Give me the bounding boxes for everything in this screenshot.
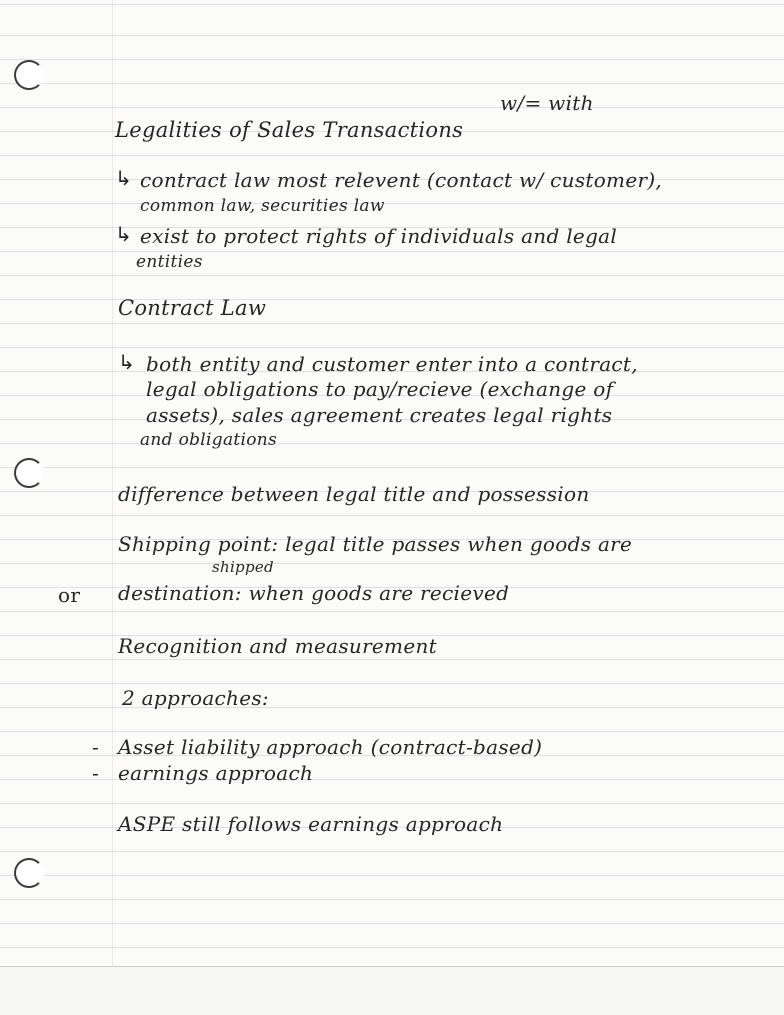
margin-line	[112, 0, 113, 967]
bullet-line: legal obligations to pay/recieve (exchange of	[146, 377, 614, 401]
bullet-line: contract law most relevent (contact w/ customer),	[140, 168, 663, 192]
arrow-icon: ↳	[115, 222, 132, 246]
inserted-word: shipped	[212, 558, 274, 576]
text-line: destination: when goods are recieved	[118, 581, 510, 605]
margin-or: or	[58, 583, 81, 607]
bullet-line: and obligations	[140, 430, 278, 450]
punch-hole-icon	[14, 858, 44, 888]
dash-marker: -	[92, 735, 100, 759]
bullet-line: common law, securities law	[140, 196, 385, 216]
bullet-line: both entity and customer enter into a contract,	[146, 352, 638, 376]
arrow-icon: ↳	[118, 350, 135, 374]
bullet-line: entities	[136, 252, 203, 272]
text-line: ASPE still follows earnings approach	[118, 812, 504, 836]
text-line: difference between legal title and possession	[118, 482, 590, 506]
page-title: Legalities of Sales Transactions	[115, 118, 464, 142]
punch-hole-icon	[14, 458, 44, 488]
bullet-line: exist to protect rights of individuals and legal	[140, 224, 618, 248]
text-line: Shipping point: legal title passes when goods are	[118, 532, 633, 556]
dash-marker: -	[92, 761, 100, 785]
text-line: 2 approaches:	[122, 686, 269, 710]
arrow-icon: ↳	[115, 166, 132, 190]
abbreviation-note: w/= with	[500, 91, 594, 115]
list-item: Asset liability approach (contract-based)	[118, 735, 543, 759]
text-line: Recognition and measurement	[118, 634, 437, 658]
punch-hole-icon	[14, 60, 44, 90]
section-heading: Contract Law	[118, 296, 267, 320]
page-bottom-strip	[0, 966, 784, 1015]
bullet-line: assets), sales agreement creates legal rights	[146, 403, 613, 427]
list-item: earnings approach	[118, 761, 314, 785]
